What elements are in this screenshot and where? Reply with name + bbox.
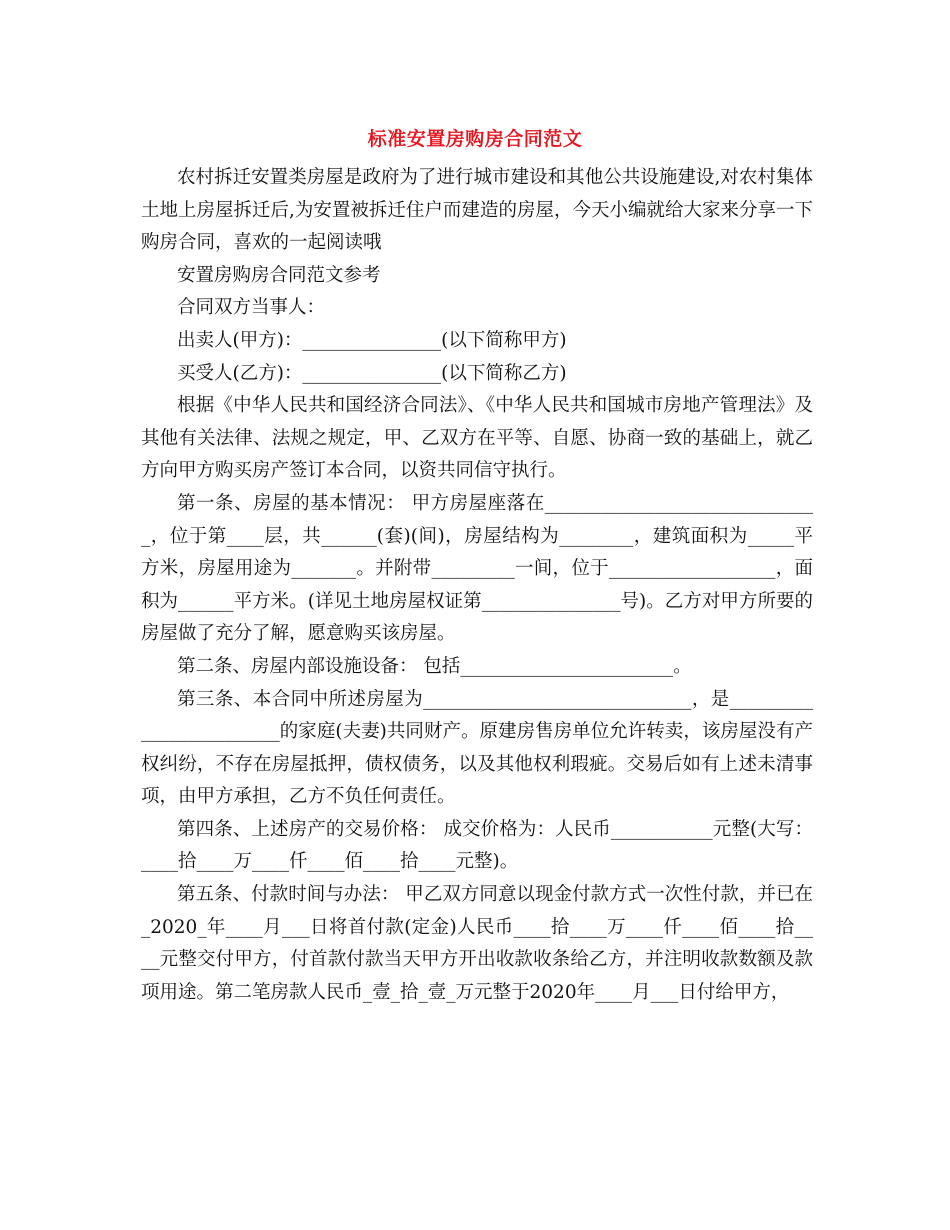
paragraph-article-2: 第二条、房屋内部设施设备： 包括_______________________。 <box>177 655 692 677</box>
paragraph-article-4: 第四条、上述房产的交易价格： 成交价格为：人民币___________元整(大写：____拾____万____仟____佰____拾____元整)。 <box>141 818 813 873</box>
paragraph-reference: 安置房购房合同范文参考 <box>177 264 381 286</box>
document-title: 标准安置房购房合同范文 <box>367 128 583 150</box>
paragraph-article-1: 第一条、房屋的基本情况： 甲方房屋座落在______________________________，位于第____层，共______(套)(间)，房屋结构为________，建筑面积为_____平方米，房屋用途为_______。并附带_________一间，位于__________________，面积为______平方米。(详见土地房屋权证第_______________号)。乙方对甲方所要的房屋做了充分了解，愿意购买该房屋。 <box>141 492 813 645</box>
paragraph-article-3: 第三条、本合同中所述房屋为_____________________________，是________________________的家庭(夫妻)共同财产。原建房售房单位允许转卖，该房屋没有产权纠纷，不存在房屋抵押，债权债务，以及其他权利瑕疵。交易后如有上述未清事项，由甲方承担，乙方不负任何责任。 <box>141 688 813 808</box>
paragraph-legal-basis: 根据《中华人民共和国经济合同法》、《中华人民共和国城市房地产管理法》及其他有关法律、法规之规定，甲、乙双方在平等、自愿、协商一致的基础上，就乙方向甲方购买房产签订本合同，以资共同信守执行。 <box>141 395 813 482</box>
paragraph-intro: 农村拆迁安置类房屋是政府为了进行城市建设和其他公共设施建设,对农村集体土地上房屋拆迁后,为安置被拆迁住户而建造的房屋，今天小编就给大家来分享一下购房合同，喜欢的一起阅读哦 <box>141 167 813 254</box>
paragraph-seller: 出卖人(甲方)：_______________(以下简称甲方) <box>177 329 567 351</box>
document-body <box>141 162 813 1009</box>
paragraph-buyer: 买受人(乙方)：_______________(以下简称乙方) <box>177 362 567 384</box>
paragraph-article-5: 第五条、付款时间与办法： 甲乙双方同意以现金付款方式一次性付款，并已在_2020_年____月___日将首付款(定金)人民币____拾____万____仟____佰____拾____元整交付甲方，付首款付款当天甲方开出收款收条给乙方，并注明收款数额及款项用途。第二笔房款人民币_壹_拾_壹_万元整于2020年____月___日付给甲方， <box>141 884 813 1003</box>
paragraph-parties-heading: 合同双方当事人： <box>177 297 326 319</box>
